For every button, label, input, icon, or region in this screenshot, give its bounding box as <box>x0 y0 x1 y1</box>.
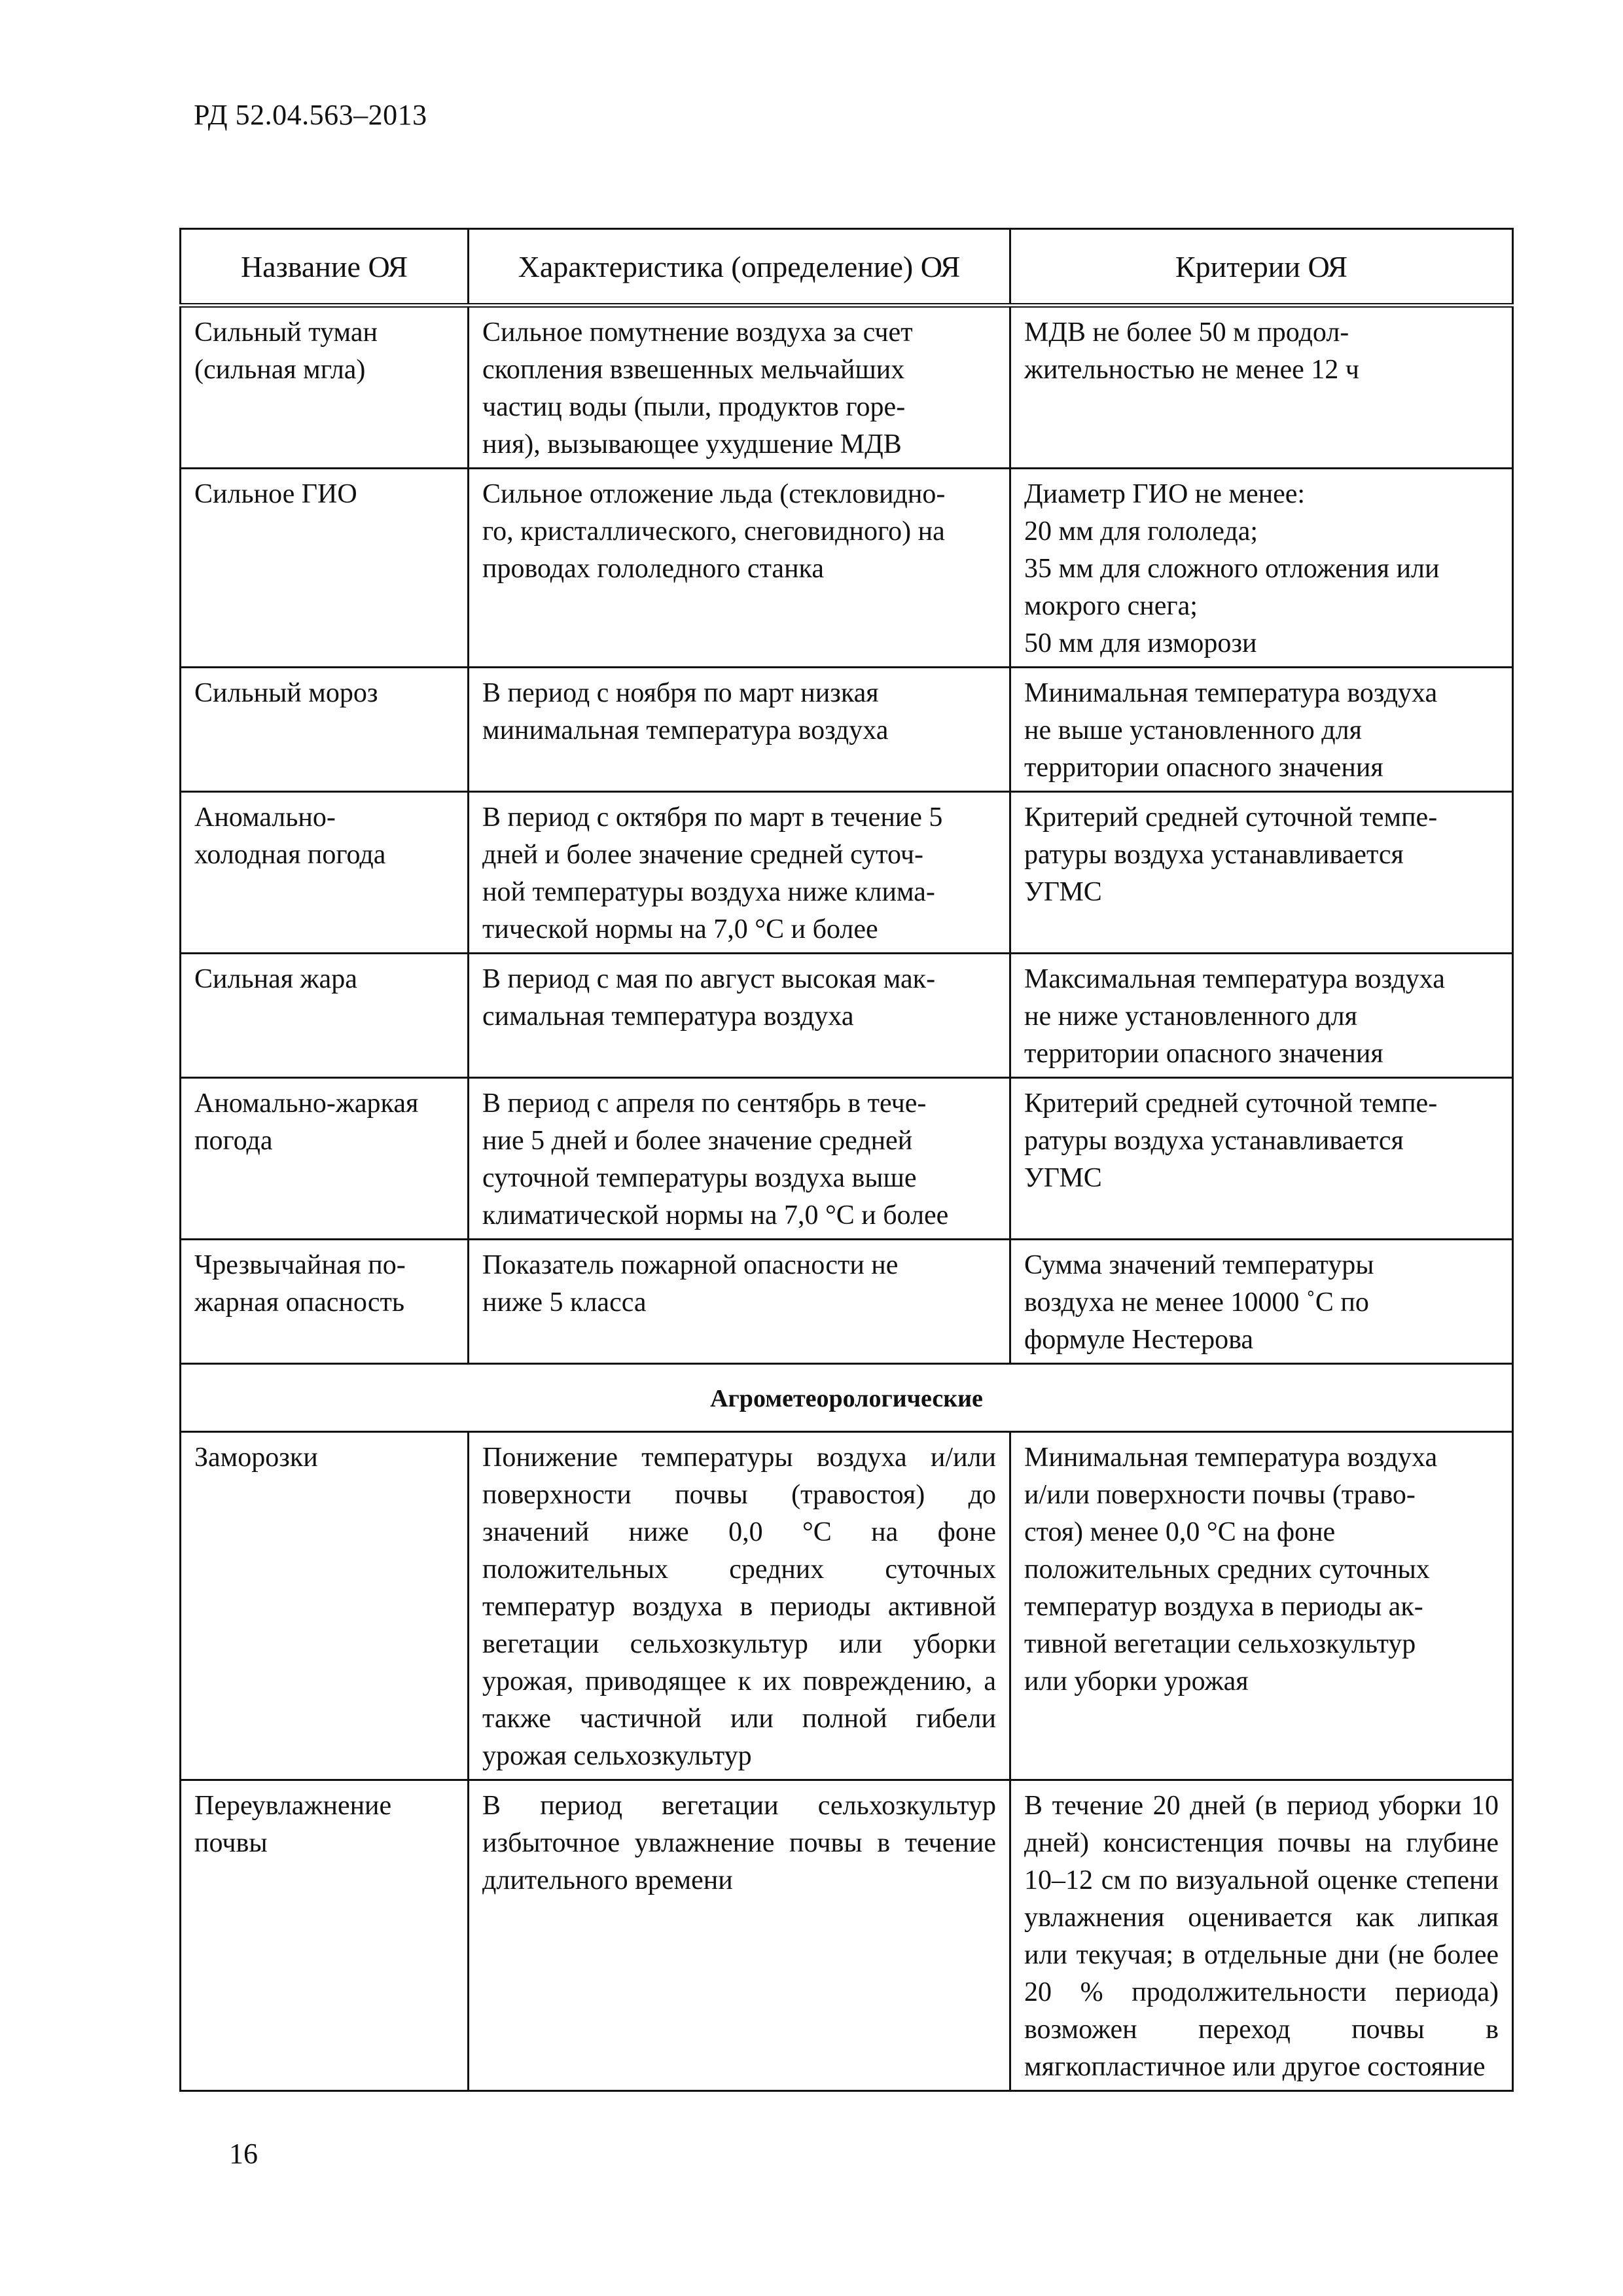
table-body-agrometeorological <box>181 1432 1513 2091</box>
hazard-criteria-table <box>179 228 1514 2092</box>
cell-name: Аномально- холодная погода <box>181 792 469 954</box>
table-row <box>181 1432 1513 1780</box>
cell-name: Сильный мороз <box>181 668 469 792</box>
cell-criteria: Сумма значений температуры воздуха не менее 10000 ˚С по формуле Нестерова <box>1010 1240 1513 1364</box>
cell-definition: Сильное помутнение воздуха за счет скопления взвешенных мельчайших частиц воды (пыли, продуктов горе- ния), вызывающее ухудшение МДВ <box>469 306 1010 469</box>
table-row <box>181 792 1513 954</box>
document-code: РД 52.04.563–2013 <box>194 99 427 131</box>
cell-criteria: Диаметр ГИО не менее: 20 мм для гололеда; 35 мм для сложного отложения или мокрого снега; 50 мм для изморози <box>1010 469 1513 668</box>
cell-name: Аномально-жаркая погода <box>181 1078 469 1240</box>
column-header-name: Название ОЯ <box>181 229 469 306</box>
cell-name: Чрезвычайная по- жарная опасность <box>181 1240 469 1364</box>
table-row <box>181 954 1513 1078</box>
column-header-criteria: Критерии ОЯ <box>1010 229 1513 306</box>
cell-criteria: Минимальная температура воздуха не выше установленного для территории опасного значения <box>1010 668 1513 792</box>
page-number: 16 <box>229 2138 258 2170</box>
section-row <box>181 1364 1513 1432</box>
column-header-definition: Характеристика (определение) ОЯ <box>469 229 1010 306</box>
cell-name: Сильная жара <box>181 954 469 1078</box>
cell-name: Переувлажнение почвы <box>181 1780 469 2091</box>
table-row <box>181 1240 1513 1364</box>
cell-criteria: МДВ не более 50 м продол- жительностью не менее 12 ч <box>1010 306 1513 469</box>
cell-definition: В период с ноября по март низкая минимальная температура воздуха <box>469 668 1010 792</box>
table-row <box>181 469 1513 668</box>
table-row <box>181 306 1513 469</box>
cell-name: Заморозки <box>181 1432 469 1780</box>
cell-definition: В период вегетации сельхозкультур избыточное увлажнение почвы в течение длительного времени <box>469 1780 1010 2091</box>
cell-criteria: Критерий средней суточной темпе- ратуры воздуха устанавливается УГМС <box>1010 1078 1513 1240</box>
cell-criteria: Критерий средней суточной темпе- ратуры воздуха устанавливается УГМС <box>1010 792 1513 954</box>
cell-definition: В период с апреля по сентябрь в тече- ние 5 дней и более значение средней суточной температуры воздуха выше климатической нормы на 7,0 °С и более <box>469 1078 1010 1240</box>
table-row <box>181 1780 1513 2091</box>
cell-definition: В период с мая по август высокая мак- симальная температура воздуха <box>469 954 1010 1078</box>
cell-definition: Сильное отложение льда (стекловидно- го, кристаллического, снеговидного) на проводах гололедного станка <box>469 469 1010 668</box>
cell-criteria: Минимальная температура воздуха и/или поверхности почвы (траво- стоя) менее 0,0 °С на фоне положительных средних суточных температур воздуха в периоды ак- тивной вегетации сельхозкультур или уборки урожая <box>1010 1432 1513 1780</box>
cell-definition: Понижение температуры воздуха и/или поверхности почвы (травостоя) до значений ниже 0,0 °С на фоне положительных средних суточных температур воздуха в периоды активной вегетации сельхозкультур или уборки урожая, приводящее к их повреждению, а также частичной или полной гибели урожая сельхозкультур <box>469 1432 1010 1780</box>
cell-criteria: В течение 20 дней (в период уборки 10 дней) консистенция почвы на глубине 10–12 см по визуальной оценке степени увлажнения оценивается как липкая или текучая; в отдельные дни (не более 20 % продолжительности периода) возможен переход почвы в мягкопластичное или другое состояние <box>1010 1780 1513 2091</box>
section-title: Агрометеорологические <box>181 1364 1513 1432</box>
table-row <box>181 1078 1513 1240</box>
cell-criteria: Максимальная температура воздуха не ниже установленного для территории опасного значения <box>1010 954 1513 1078</box>
cell-name: Сильное ГИО <box>181 469 469 668</box>
cell-definition: В период с октября по март в течение 5 дней и более значение средней суточ- ной температуры воздуха ниже клима- тической нормы на 7,0 °С и более <box>469 792 1010 954</box>
cell-definition: Показатель пожарной опасности не ниже 5 класса <box>469 1240 1010 1364</box>
table-body-meteorological <box>181 306 1513 1364</box>
cell-name: Сильный туман (сильная мгла) <box>181 306 469 469</box>
table-header-row <box>181 229 1513 306</box>
table-row <box>181 668 1513 792</box>
